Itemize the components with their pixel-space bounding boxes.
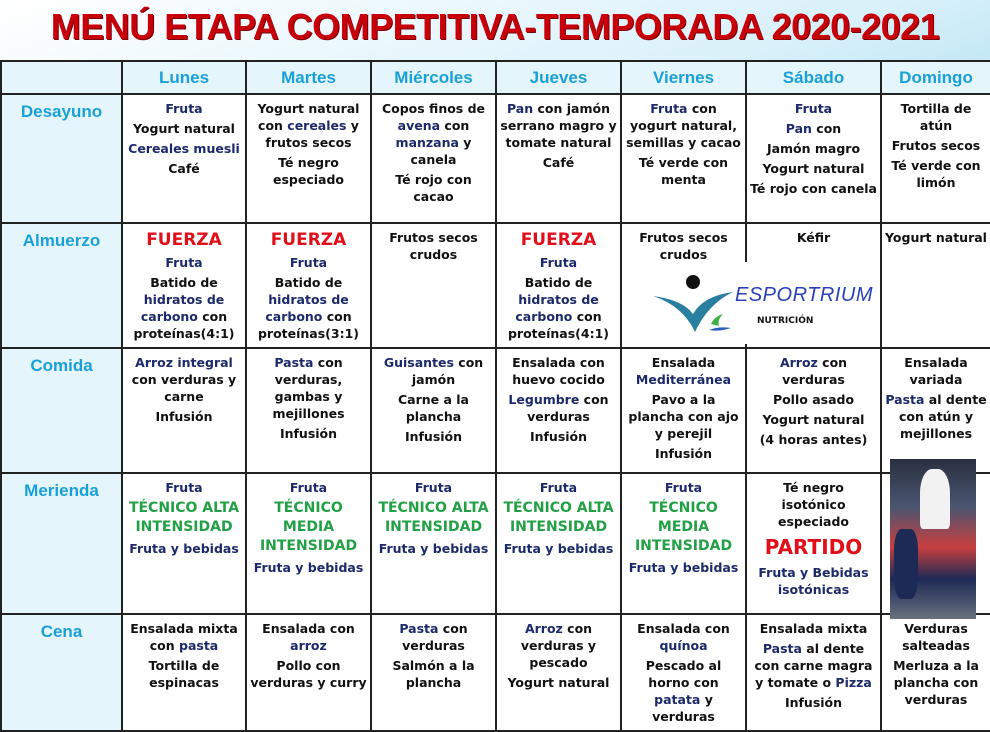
menu-cell (122, 614, 246, 731)
day-header-4: Viernes (621, 61, 746, 94)
menu-cell (621, 614, 746, 731)
menu-item (375, 391, 492, 425)
menu-text: Infusión (529, 429, 588, 444)
menu-item (885, 100, 987, 134)
menu-item (250, 229, 367, 251)
menu-cell (496, 223, 621, 348)
menu-item (126, 354, 242, 405)
menu-item (375, 620, 492, 654)
menu-item (500, 391, 617, 425)
menu-item (126, 120, 242, 137)
food-highlight: Fruta (414, 480, 453, 495)
day-header-6: Domingo (881, 61, 990, 94)
food-highlight: Fruta (794, 101, 833, 116)
menu-text: Copos finos de (381, 101, 486, 116)
food-highlight: Pasta (274, 355, 314, 370)
menu-item (885, 157, 987, 191)
menu-item (500, 674, 617, 691)
menu-text: Pavo a la plancha con ajo y perejil (628, 392, 739, 441)
food-highlight: Arroz (779, 355, 818, 370)
food-highlight: avena (397, 118, 441, 133)
menu-item (625, 657, 742, 725)
menu-text: Batido de (150, 275, 218, 290)
food-highlight: Fruta y bebidas (253, 560, 364, 575)
menu-text: Infusión (784, 695, 843, 710)
food-highlight: Legumbre (508, 392, 580, 407)
menu-item (625, 445, 742, 462)
meal-label: Almuerzo (1, 223, 122, 348)
day-header-1: Martes (246, 61, 371, 94)
menu-item (750, 229, 877, 246)
menu-item (750, 100, 877, 117)
food-highlight: Fruta (289, 480, 328, 495)
menu-text: Infusión (155, 409, 213, 424)
menu-item (126, 100, 242, 117)
menu-item (375, 229, 492, 263)
menu-cell (246, 223, 371, 348)
food-highlight: Fruta (664, 480, 703, 495)
food-highlight: Fruta y bebidas (503, 541, 614, 556)
logo-subtitle: NUTRICIÓN (757, 316, 814, 326)
menu-item (625, 559, 742, 576)
food-highlight: Fruta (289, 255, 328, 270)
corner-cell (1, 61, 122, 94)
menu-cell (122, 94, 246, 223)
menu-text: Tortilla de espinacas (148, 658, 220, 690)
menu-text: al dente con atún y mejillones (899, 392, 987, 441)
training-label: FUERZA (146, 230, 222, 250)
menu-item (750, 640, 877, 691)
menu-text: con (440, 118, 470, 133)
menu-text: Pollo con verduras y curry (250, 658, 367, 690)
meal-row (1, 614, 990, 731)
menu-item (250, 354, 367, 422)
food-highlight: quínoa (659, 638, 708, 653)
menu-item (750, 431, 877, 448)
food-highlight: Pasta (885, 392, 925, 407)
menu-cell (371, 473, 496, 614)
menu-item (126, 229, 242, 251)
menu-item (885, 657, 987, 708)
food-highlight: Pan (785, 121, 812, 136)
food-highlight: hidratos de carbono (140, 292, 225, 324)
menu-text: Ensalada con huevo cocido (512, 355, 605, 387)
menu-item (375, 428, 492, 445)
meal-label: Merienda (1, 473, 122, 614)
food-highlight: Fruta y bebidas (628, 560, 739, 575)
menu-text: Salmón a la plancha (392, 658, 475, 690)
day-header-0: Lunes (122, 61, 246, 94)
menu-text: Té rojo con canela (750, 181, 877, 196)
menu-cell (371, 223, 496, 348)
menu-item (750, 411, 877, 428)
menu-cell (881, 614, 990, 731)
menu-item (885, 620, 987, 654)
menu-cell (496, 473, 621, 614)
menu-text: con verduras (402, 621, 468, 653)
menu-item (500, 479, 617, 496)
meal-row (1, 348, 990, 473)
menu-item (250, 154, 367, 188)
food-highlight: Pasta (762, 641, 802, 656)
menu-cell (621, 348, 746, 473)
menu-text: Ensalada mixta (759, 621, 868, 636)
menu-item (750, 694, 877, 711)
day-header-5: Sábado (746, 61, 881, 94)
menu-item (885, 391, 987, 442)
menu-item (750, 564, 877, 598)
menu-text: Yogurt natural (762, 161, 865, 176)
training-label: FUERZA (520, 230, 597, 250)
menu-item (250, 620, 367, 654)
meal-row (1, 473, 990, 614)
menu-cell (122, 348, 246, 473)
menu-text: y canela (410, 135, 472, 167)
menu-item (375, 354, 492, 388)
menu-cell (246, 614, 371, 731)
menu-cell (122, 223, 246, 348)
menu-cell (496, 94, 621, 223)
menu-text: Yogurt natural con (257, 101, 360, 133)
food-highlight: cereales (287, 118, 347, 133)
food-highlight: Fruta (165, 480, 203, 495)
menu-text: Té negro especiado (272, 155, 344, 187)
menu-item (126, 408, 242, 425)
menu-text: con proteínas(4:1) (507, 309, 610, 341)
training-label: TÉCNICO MEDIA INTENSIDAD (634, 500, 733, 554)
menu-item (126, 160, 242, 177)
menu-item (750, 160, 877, 177)
handball-player-photo (890, 459, 976, 619)
menu-text: con proteínas(3:1) (257, 309, 360, 341)
menu-text: y frutos secos (265, 118, 359, 150)
day-header-3: Jueves (496, 61, 621, 94)
food-highlight: pasta (179, 638, 219, 653)
menu-item (750, 180, 877, 197)
menu-text: Frutos secos crudos (389, 230, 478, 262)
menu-item (375, 657, 492, 691)
menu-item (750, 140, 877, 157)
menu-text: Verduras salteadas (902, 621, 970, 653)
menu-item (750, 391, 877, 408)
menu-item (500, 100, 617, 151)
menu-text: Yogurt natural (885, 230, 987, 245)
menu-item (625, 100, 742, 151)
menu-cell (621, 94, 746, 223)
menu-item (500, 354, 617, 388)
menu-item (500, 428, 617, 445)
logo-brand: ESPORTRIUM (735, 284, 873, 306)
food-highlight: Pizza (835, 675, 872, 690)
food-highlight: Fruta y Bebidas isotónicas (758, 565, 869, 597)
menu-text: Merluza a la plancha con verduras (893, 658, 979, 707)
menu-text: con verduras, gambas y mejillones (272, 355, 345, 421)
menu-text: Yogurt natural (762, 412, 865, 427)
food-highlight: hidratos de carbono (515, 292, 599, 324)
menu-text: Ensalada con (637, 621, 730, 636)
menu-cell (621, 473, 746, 614)
menu-item (500, 540, 617, 557)
training-label: TÉCNICO ALTA INTENSIDAD (503, 500, 614, 535)
menu-text: Ensalada variada (904, 355, 968, 387)
menu-item (625, 479, 742, 496)
menu-text: Infusión (654, 446, 713, 461)
menu-cell (496, 348, 621, 473)
food-highlight: Fruta y bebidas (378, 541, 489, 556)
food-highlight: manzana (395, 135, 459, 150)
menu-text: Té rojo con cacao (395, 172, 472, 204)
menu-text: con verduras y pescado (520, 621, 597, 670)
menu-cell (371, 614, 496, 731)
menu-cell (371, 94, 496, 223)
menu-cell (746, 348, 881, 473)
menu-text: Té verde con limón (891, 158, 981, 190)
menu-item (126, 657, 242, 691)
menu-text: Carne a la plancha (397, 392, 469, 424)
menu-item (250, 559, 367, 576)
training-label: PARTIDO (764, 535, 863, 559)
training-label: TÉCNICO ALTA INTENSIDAD (378, 500, 489, 535)
menu-text: Infusión (279, 426, 338, 441)
menu-item (625, 620, 742, 654)
menu-text: Pescado al horno con (645, 658, 722, 690)
menu-item (126, 274, 242, 342)
menu-item (500, 274, 617, 342)
menu-item (126, 140, 242, 157)
food-highlight: Arroz integral (135, 355, 233, 370)
menu-item (250, 425, 367, 442)
food-highlight: Pasta (399, 621, 439, 636)
menu-text: Batido de (524, 275, 593, 290)
food-highlight: Cereales muesli (128, 141, 240, 156)
menu-cell (881, 348, 990, 473)
menu-item (250, 657, 367, 691)
menu-item (500, 499, 617, 537)
food-highlight: hidratos de carbono (265, 292, 349, 324)
menu-item (126, 540, 242, 557)
menu-item (750, 533, 877, 561)
menu-text: Batido de (274, 275, 343, 290)
menu-cell (371, 348, 496, 473)
menu-cell (246, 348, 371, 473)
menu-item (126, 620, 242, 654)
menu-item (885, 137, 987, 154)
menu-item (126, 254, 242, 271)
menu-item (126, 479, 242, 496)
menu-text: Jamón magro (766, 141, 861, 156)
training-label: TÉCNICO MEDIA INTENSIDAD (259, 500, 358, 554)
food-highlight: Pan (506, 101, 534, 116)
menu-text: Café (168, 161, 200, 176)
menu-item (375, 540, 492, 557)
food-highlight: arroz (290, 638, 327, 653)
menu-item (250, 274, 367, 342)
menu-item (250, 499, 367, 556)
menu-text: Ensalada mixta con (130, 621, 238, 653)
menu-text: y verduras (652, 692, 715, 724)
menu-text: Pollo asado (772, 392, 855, 407)
menu-text: Yogurt natural (133, 121, 235, 136)
food-highlight: Mediterránea (635, 372, 732, 387)
menu-text: con verduras (782, 355, 848, 387)
page-title: MENÚ ETAPA COMPETITIVA-TEMPORADA 2020-2021 (50, 6, 940, 47)
day-header-row (1, 61, 990, 94)
menu-item (750, 354, 877, 388)
menu-cell (881, 94, 990, 223)
menu-text: al dente con carne magra y tomate o (754, 641, 873, 690)
menu-item (250, 254, 367, 271)
meal-row (1, 94, 990, 223)
menu-item (500, 620, 617, 671)
food-highlight: Guisantes (383, 355, 454, 370)
menu-item (625, 154, 742, 188)
esportrium-logo (645, 262, 873, 344)
menu-item (375, 499, 492, 537)
menu-item (250, 479, 367, 496)
menu-text: con jamón serrano magro y tomate natural (500, 101, 617, 150)
menu-item (375, 171, 492, 205)
menu-item (750, 620, 877, 637)
day-header-2: Miércoles (371, 61, 496, 94)
food-highlight: Fruta (165, 255, 203, 270)
menu-cell (246, 94, 371, 223)
menu-cell (122, 473, 246, 614)
menu-item (375, 100, 492, 168)
menu-text: con verduras y carne (131, 372, 237, 404)
menu-item (750, 120, 877, 137)
menu-item (625, 391, 742, 442)
logo-figure-icon (653, 274, 733, 334)
menu-cell (746, 614, 881, 731)
food-highlight: Fruta (165, 101, 203, 116)
food-highlight: Fruta (539, 255, 578, 270)
menu-text: con jamón (411, 355, 484, 387)
menu-text: Kéfir (796, 230, 831, 245)
menu-item (375, 479, 492, 496)
menu-item (250, 100, 367, 151)
meal-label: Desayuno (1, 94, 122, 223)
food-highlight: patata (654, 692, 701, 707)
menu-cell (746, 473, 881, 614)
menu-item (500, 254, 617, 271)
menu-item (500, 229, 617, 251)
menu-text: Té verde con menta (638, 155, 729, 187)
player-figure (920, 469, 950, 529)
menu-text: con proteínas(4:1) (133, 309, 235, 341)
menu-item (625, 499, 742, 556)
opponent-figure (894, 529, 918, 599)
menu-item (885, 229, 987, 246)
food-highlight: Arroz (524, 621, 563, 636)
food-highlight: Fruta (650, 101, 688, 116)
menu-item (625, 229, 742, 263)
menu-text: con yogurt natural, semillas y cacao (626, 101, 741, 150)
menu-item (126, 499, 242, 537)
menu-text: (4 horas antes) (759, 432, 868, 447)
menu-text: con verduras (527, 392, 609, 424)
menu-item (625, 354, 742, 388)
menu-cell (246, 473, 371, 614)
menu-cell (881, 223, 990, 348)
food-highlight: Fruta (539, 480, 578, 495)
menu-text: Frutos secos (891, 138, 981, 153)
menu-text: Ensalada (651, 355, 716, 370)
menu-cell (496, 614, 621, 731)
menu-text: Ensalada con (262, 621, 355, 636)
menu-text: Té negro isotónico especiado (777, 480, 849, 529)
menu-text: Tortilla de atún (900, 101, 972, 133)
menu-item (500, 154, 617, 171)
menu-cell (746, 94, 881, 223)
meal-label: Cena (1, 614, 122, 731)
training-label: FUERZA (270, 230, 347, 250)
meal-label: Comida (1, 348, 122, 473)
food-highlight: Fruta y bebidas (129, 541, 239, 556)
menu-text: Yogurt natural (507, 675, 610, 690)
menu-text: Infusión (404, 429, 463, 444)
menu-text: Café (542, 155, 575, 170)
menu-item (885, 354, 987, 388)
weekly-menu-table (0, 60, 990, 732)
menu-item (750, 479, 877, 530)
menu-text: con (811, 121, 842, 136)
menu-text: Frutos secos crudos (639, 230, 728, 262)
training-label: TÉCNICO ALTA INTENSIDAD (128, 500, 240, 535)
